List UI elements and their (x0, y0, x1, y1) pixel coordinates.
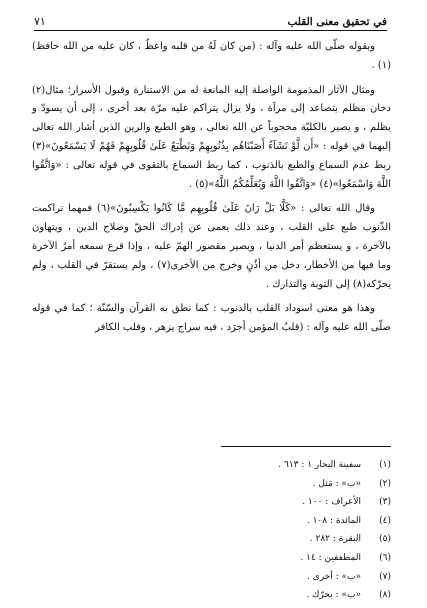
footnote (131, 456, 391, 475)
paragraph-3: وقال الله تعالى : «كَلَّا بَلْ رَانَ عَلَىٰ قُلُوبِهِم مَّا كَانُوا يَكْسِبُونَ»(٦) فمهما تراكمت الذّنوب طبع على القلب ، وعند ذلك يعمى عن إدراك الحقّ وصلاح الدين ، ويتهاون بالآخرة ، و يستعظم أمر الدنيا ، ويصير مقصور الهمّ عليه ، وإذا قرع سمعه أمرُ الآخرة وما فيها من الأخطار، دخل من أذُنٍ وخرج من الأخرى(٧) ، ولم يستقرّ في القلب ، ولم يحرّكه(٨) إلى التوبة والتدارك . (32, 203, 391, 290)
footnote-number: (٣) (379, 497, 391, 508)
footnote (131, 493, 391, 512)
footnote-number: (٧) (379, 571, 391, 582)
footnote-number: (٤) (379, 515, 391, 526)
paragraph-4: وهذا هو معنى اسوداد القلب بالذنوب : كما نطق به القرآن والسّنّة ؛ كما في قوله صلّى الله عليه وآله : (قلبُ المؤمن أجرَد ، فيه سراج يزهر ، وقلب الكافر (32, 303, 391, 334)
paragraph-1: وبقوله صلّى الله عليه وآله : (من كان لَهُ من قلبه واعظٌ ، كان عليه من الله حافظ)(١) . (32, 41, 391, 71)
footnotes (131, 456, 391, 605)
footnote-number: (٢) (379, 478, 391, 489)
header-title: في تحقيق معنى القلب (287, 16, 387, 28)
footnote-number: (١) (379, 460, 391, 470)
footnote-text: المطففين : ١٤ . (300, 552, 361, 563)
footnote-number: (٦) (379, 552, 391, 563)
footnote (131, 549, 391, 568)
footnote-text: «ب» : يحرّك . (306, 590, 361, 601)
main-text (32, 38, 391, 338)
page-number: ٧١ (34, 15, 46, 28)
footnote-text: الأعراف : ١٠٠ . (302, 497, 361, 508)
footnote (131, 586, 391, 605)
running-header (34, 10, 387, 31)
footnote (131, 568, 391, 587)
footnote-number: (٨) (379, 590, 391, 601)
footnote (131, 512, 391, 531)
footnote-text: البقرة : ٢٨٢ . (309, 534, 361, 545)
footnote-text: سفينة البحار ١ : ٦١٣ . (278, 460, 361, 470)
footnote (131, 530, 391, 549)
footnote-number: (٥) (379, 534, 391, 545)
footnote-text: المائدة : ١٠٨ . (306, 515, 361, 526)
footnote (131, 475, 391, 494)
footnote-text: «ب» : أخرى . (306, 571, 361, 582)
paragraph-2: ومثال الآثار المذمومة الواصلة إليه المانعة له من الاستنارة وقبول الأسرار؛ مثال(٢) دخان مظلم يتصاعد إلى مرآة ، ولا يزال يتراكم عليه مرّة بعد أخرى ، إلى أن يسودّ و يظلم ، و يصير بالكليّة محجوباً عن الله تعالى ، وهو الطبع والرين الذين أشار الله تعالى إليهما في قوله : «أَن لَّوْ نَشَآءُ أَصَبْنَاهُم بِذُنُوبِهِمْ وَنَطْبَعُ عَلَىٰ قُلُوبِهِمْ فَهُمْ لَا يَسْمَعُونَ»(٣) ربط عدم السماع والطبع بالذنوب ، كما ربط السماع بالتقوى في قوله تعالى : «وَاتَّقُوا اللَّهَ وَاسْمَعُوا»(٤) «وَاتَّقُوا اللَّهَ وَيُعَلِّمُكُمُ اللَّهُ»(٥) . (32, 84, 391, 190)
footnote-text: «ب» : مَثل . (312, 478, 361, 489)
footnote-divider (221, 446, 391, 447)
